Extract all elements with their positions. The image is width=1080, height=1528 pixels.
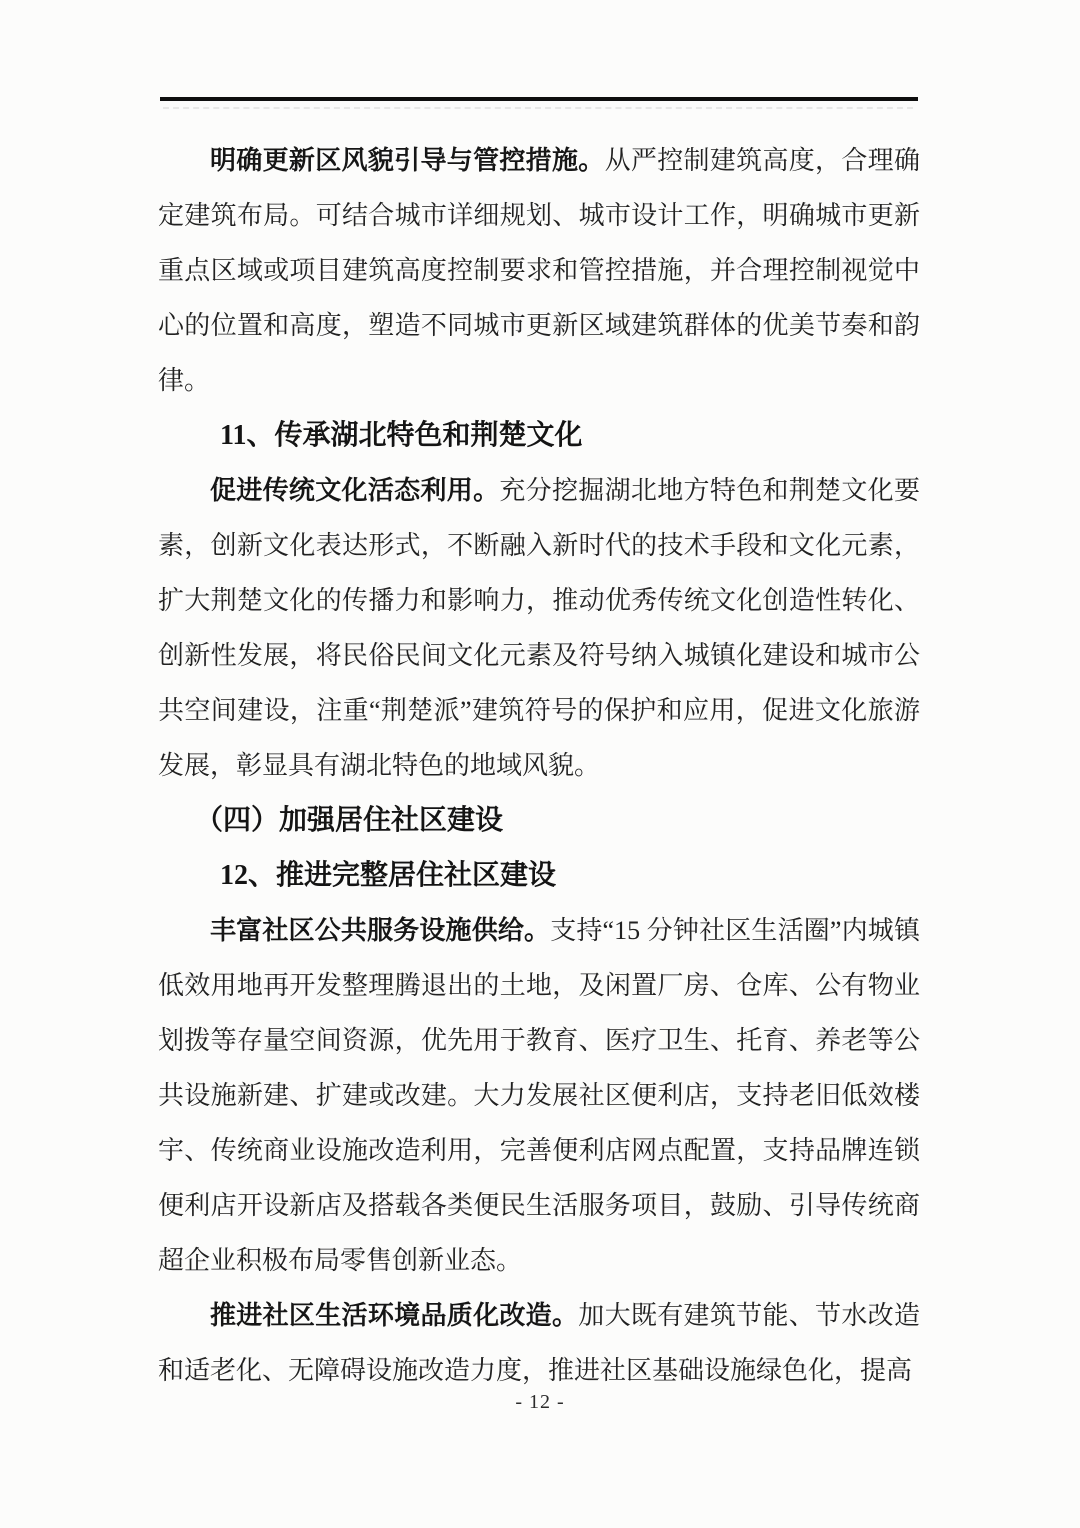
- paragraph-community-services: [158, 903, 920, 1288]
- paragraph-style-guidance: [158, 133, 920, 408]
- paragraph-living-environment: [158, 1288, 920, 1398]
- heading-section-4: （四）加强居住社区建设: [195, 805, 504, 836]
- paragraph-lead: 推进社区生活环境品质化改造。: [210, 1301, 579, 1330]
- header-rule: [160, 97, 918, 101]
- paragraph-lead: 明确更新区风貌引导与管控措施。: [210, 146, 605, 175]
- heading-item-12: 12、推进完整居住社区建设: [220, 860, 557, 891]
- paragraph-text: 支持“15 分钟社区生活圈”内城镇低效用地再开发整理腾退出的土地，及闲置厂房、仓库、公有物业划拨等存量空间资源，优先用于教育、医疗卫生、托育、养老等公共设施新建、扩建或改建。大力发展社区便利店，支持老旧低效楼宇、传统商业设施改造利用，完善便利店网点配置，支持品牌连锁便利店开设新店及搭载各类便民生活服务项目，鼓励、引导传统商超企业积极布局零售创新业态。: [158, 916, 920, 1275]
- paragraph-lead: 促进传统文化活态利用。: [210, 476, 500, 505]
- paragraph-lead: 丰富社区公共服务设施供给。: [210, 916, 551, 945]
- document-body: [158, 133, 920, 1398]
- paragraph-text: 充分挖掘湖北地方特色和荆楚文化要素，创新文化表达形式，不断融入新时代的技术手段和文化元素，扩大荆楚文化的传播力和影响力，推动优秀传统文化创造性转化、创新性发展，将民俗民间文化元素及符号纳入城镇化建设和城市公共空间建设，注重“荆楚派”建筑符号的保护和应用，促进文化旅游发展，彰显具有湖北特色的地域风貌。: [158, 476, 920, 780]
- paragraph-culture: [158, 463, 920, 793]
- heading-item-11: 11、传承湖北特色和荆楚文化: [220, 420, 583, 451]
- header-rule-scan-artifact: [163, 107, 913, 109]
- paragraph-text: 从严控制建筑高度，合理确定建筑布局。可结合城市详细规划、城市设计工作，明确城市更新重点区域或项目建筑高度控制要求和管控措施，并合理控制视觉中心的位置和高度，塑造不同城市更新区域建筑群体的优美节奏和韵律。: [158, 146, 920, 395]
- paragraph-text: 加大既有建筑节能、节水改造和适老化、无障碍设施改造力度，推进社区基础设施绿色化，提高: [158, 1301, 920, 1385]
- page-number: - 12 -: [515, 1391, 565, 1413]
